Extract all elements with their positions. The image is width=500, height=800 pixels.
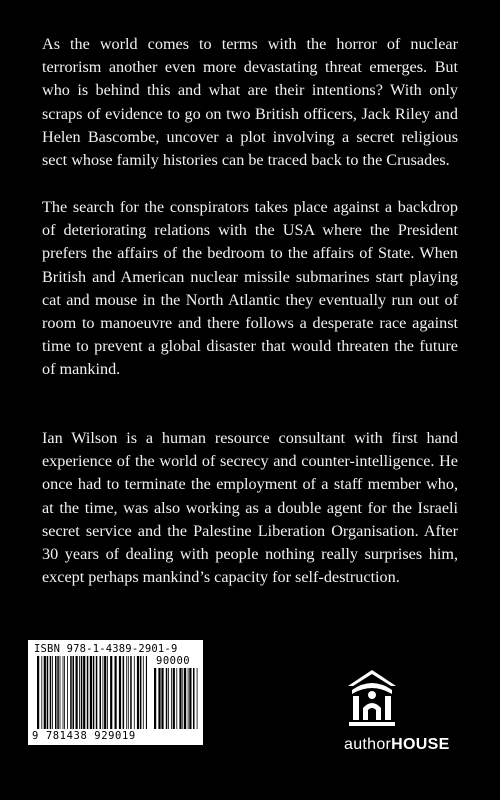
publisher-name-author: author bbox=[344, 736, 392, 753]
barcode-bar bbox=[44, 656, 46, 729]
barcode-bar bbox=[55, 656, 57, 729]
barcode-bar bbox=[90, 656, 92, 729]
barcode-bar bbox=[57, 656, 59, 729]
barcode-bar bbox=[115, 656, 117, 729]
barcode-bar bbox=[73, 656, 75, 729]
barcode-bar bbox=[100, 656, 102, 729]
barcode-bar bbox=[93, 656, 95, 729]
price-code: 90000 bbox=[156, 655, 191, 667]
barcode-bar bbox=[63, 656, 64, 729]
barcode-bar bbox=[146, 656, 147, 729]
blurb-paragraph-1: As the world comes to terms with the horror of nuclear terrorism another even more devastating threat emerges. But who is behind this and what are their intentions? With only scraps of evidence to go on two British officers, Jack Riley and Helen Bascombe, uncover a plot involving a secret religious sect whose family histories can be traced back to the Crusades. bbox=[42, 35, 458, 170]
barcode-bar bbox=[176, 668, 177, 729]
barcode-bar bbox=[50, 656, 52, 729]
barcode-bar bbox=[179, 668, 181, 729]
barcode-bar bbox=[193, 668, 195, 729]
barcode-bar bbox=[184, 668, 186, 729]
isbn-label: ISBN 978-1-4389-2901-9 bbox=[34, 643, 178, 655]
isbn-barcode bbox=[28, 640, 203, 745]
barcode-bar bbox=[166, 668, 168, 729]
blurb-paragraph-2: The search for the conspirators takes place against a backdrop of deteriorating relations with the USA where the President prefers the affairs of the bedroom to the affairs of State. When British and American nuclear missile submarines start playing cat and mouse in the North Atlantic they eventually run out of room to manoeuvre and there follows a desperate race against time to prevent a global disaster that would threaten the future of mankind. bbox=[42, 198, 458, 379]
barcode-bar bbox=[140, 656, 142, 729]
barcode-bar bbox=[81, 656, 83, 729]
barcode-bar bbox=[126, 656, 127, 729]
barcode-bar bbox=[137, 656, 139, 729]
barcode-bar bbox=[110, 656, 112, 729]
ean-digits: 9 781438 929019 bbox=[32, 730, 136, 742]
barcode-bar bbox=[87, 656, 89, 729]
publisher-name bbox=[344, 736, 450, 754]
barcode-bar bbox=[173, 668, 175, 729]
author-bio: Ian Wilson is a human resource consultant with first hand experience of the world of secrecy and counter-intelligence. He once had to terminate the employment of a staff member who, at the time, was also working as a double agent for the Israeli secret service and the Palestine Liberation Organisation. After 30 years of dealing with people nothing really surprises him, except perhaps mankind’s capacity for self-destruction. bbox=[42, 429, 458, 587]
barcode-bar bbox=[189, 668, 191, 729]
barcode-bar bbox=[130, 656, 132, 729]
barcode-bar bbox=[161, 668, 163, 729]
barcode-bar bbox=[104, 656, 106, 729]
ean-barcode-bars bbox=[37, 656, 147, 729]
barcode-bar bbox=[158, 668, 160, 729]
barcode-bar bbox=[67, 656, 68, 729]
barcode-bar bbox=[143, 656, 144, 729]
barcode-bar bbox=[47, 656, 49, 729]
barcode-bar bbox=[197, 668, 198, 729]
barcode-bar bbox=[171, 668, 172, 729]
barcode-bar bbox=[79, 656, 80, 729]
barcode-bar bbox=[70, 656, 72, 729]
barcode-bar bbox=[37, 656, 39, 729]
barcode-bar bbox=[60, 656, 61, 729]
publisher-name-house: HOUSE bbox=[391, 736, 450, 753]
barcode-bar bbox=[103, 656, 104, 729]
barcode-bar bbox=[119, 656, 121, 729]
barcode-bar bbox=[188, 668, 189, 729]
barcode-bar bbox=[64, 656, 65, 729]
barcode-bar bbox=[96, 656, 98, 729]
house-logo-icon bbox=[344, 664, 400, 728]
addon-barcode-bars bbox=[154, 668, 198, 729]
barcode-bar bbox=[83, 656, 85, 729]
barcode-bar bbox=[52, 656, 53, 729]
barcode-bar bbox=[41, 656, 42, 729]
barcode-bar bbox=[76, 656, 78, 729]
barcode-bar bbox=[123, 656, 125, 729]
barcode-bar bbox=[134, 656, 135, 729]
barcode-bar bbox=[154, 668, 156, 729]
barcode-bar bbox=[128, 656, 129, 729]
barcode-bar bbox=[182, 668, 183, 729]
barcode-bar bbox=[168, 668, 169, 729]
barcode-bar bbox=[107, 656, 108, 729]
